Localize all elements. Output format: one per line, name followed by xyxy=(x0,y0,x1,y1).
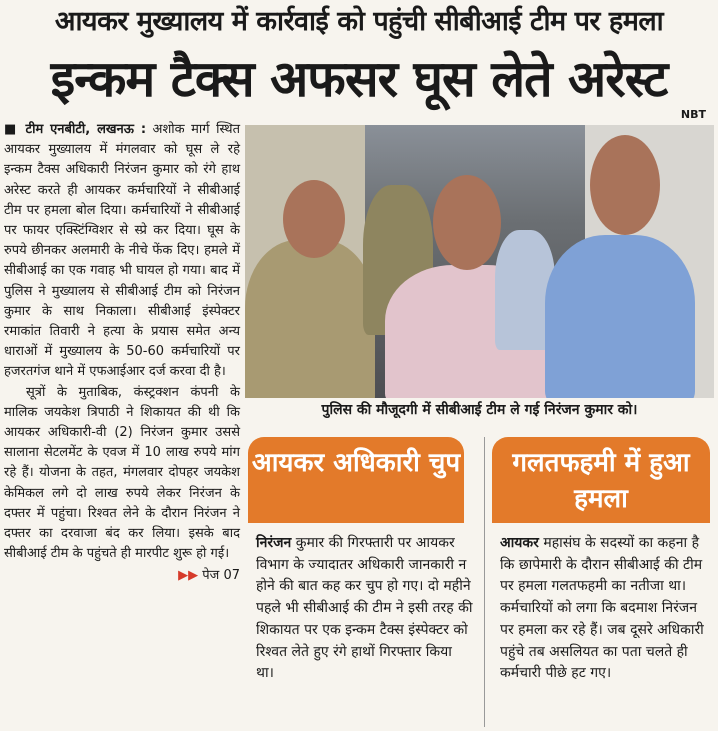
sidebar-1-lead: निरंजन xyxy=(256,535,292,551)
sidebar-2-body: महासंघ के सदस्यों का कहना है कि छापेमारी के दौरान सीबीआई की टीम पर हमला गलतफहमी का नतीजा था। कर्मचारियों को लगा कि बदमाश निरंजन पर हमला कर रहे हैं। जब दूसरे अधिकारी पहुंचे तब असलियत का पता चलते ही कर्मचारी पीछे हट गए। xyxy=(500,535,704,682)
sidebar-1-text xyxy=(256,533,474,685)
paragraph-2-text: सूत्रों के मुताबिक, कंस्ट्रक्शन कंपनी के मालिक जयकेश त्रिपाठी ने शिकायत की थी कि आयकर अधिकारी-वी (2) निरंजन कुमार उससे सालाना सेटलमेंट के एवज में 10 लाख रुपये मांग रहे हैं। योजना के तहत, मंगलवार दोपहर जयकेश केमिकल लगे दो लाख रुपये लेकर निरंजन के दफ्तर में पहुंचा। रिश्वत लेने के दौरान निरंजन ने दफ्तर का दरवाजा बंद कर लिया। इसके बाद सीबीआई टीम के पहुंचते ही मारपीट शुरू हो गई। xyxy=(4,384,240,562)
dateline: ■ टीम एनबीटी, लखनऊ : xyxy=(4,122,147,137)
photo-caption: पुलिस की मौजूदगी में सीबीआई टीम ले गई निरंजन कुमार को। xyxy=(321,402,638,418)
accused-head xyxy=(433,175,501,270)
sidebar-2-lead: आयकर xyxy=(500,535,539,551)
police-officer-figure xyxy=(245,240,375,398)
sidebar-1-body: कुमार की गिरफ्तारी पर आयकर विभाग के ज्यादातर अधिकारी जानकारी न होने की बात कह कर चुप हो गए। दो महीने पहले भी सीबीआई की टीम ने इसी तरह की शिकायत पर एक इन्कम टैक्स इंस्पेक्टर को रिश्वत लेते हुए रंगे हाथों गिरफ्तार किया था। xyxy=(256,535,473,682)
news-photo xyxy=(245,125,714,398)
sidebar-1-title: आयकर अधिकारी चुप xyxy=(248,437,464,523)
kicker-headline: आयकर मुख्यालय में कार्रवाई को पहुंची सीबीआई टीम पर हमला xyxy=(54,6,664,37)
page-reference[interactable] xyxy=(156,566,240,586)
paragraph-1 xyxy=(4,120,240,383)
column-divider xyxy=(484,437,485,727)
article-body xyxy=(4,120,240,587)
sidebar-2-title: गलतफहमी में हुआ हमला xyxy=(492,437,710,523)
cbi-escort-figure xyxy=(545,235,695,398)
main-headline: इन्कम टैक्स अफसर घूस लेते अरेस्ट xyxy=(50,50,668,108)
paragraph-1-text: अशोक मार्ग स्थित आयकर मुख्यालय में मंगलवार को घूस ले रहे इन्कम टैक्स अधिकारी निरंजन कुमार को रंगे हाथ अरेस्ट करते ही आयकर कर्मचारियों ने सीबीआई टीम पर हमला बोल दिया। कर्मचारियों ने सीबीआई पर फायर एक्स्टिंग्विशर से स्प्रे कर दिया। घूस के रुपये छीनकर अलमारी के नीचे फेंक दिए। हमले में सीबीआई का एक गवाह भी घायल हो गया। बाद में पुलिस ने मुख्यालय से सीबीआई टीम को निरंजन कुमार के साथ निकाला। सीबीआई इंस्पेक्टर रमाकांत तिवारी ने हत्या के प्रयास समेत अन्य धाराओं में मुख्यालय के 50-60 कर्मचारियों पर हजरतगंज थाने में एफआईआर दर्ज करवा दी है। xyxy=(4,122,240,380)
arrow-icon: ▶▶ xyxy=(178,568,199,584)
sidebar-2-text xyxy=(500,533,712,685)
cbi-escort-head xyxy=(590,135,660,235)
brand-tag: NBT xyxy=(680,108,706,121)
paragraph-2 xyxy=(4,383,240,584)
police-officer-head xyxy=(283,180,345,258)
page-reference-label: पेज 07 xyxy=(202,568,240,584)
